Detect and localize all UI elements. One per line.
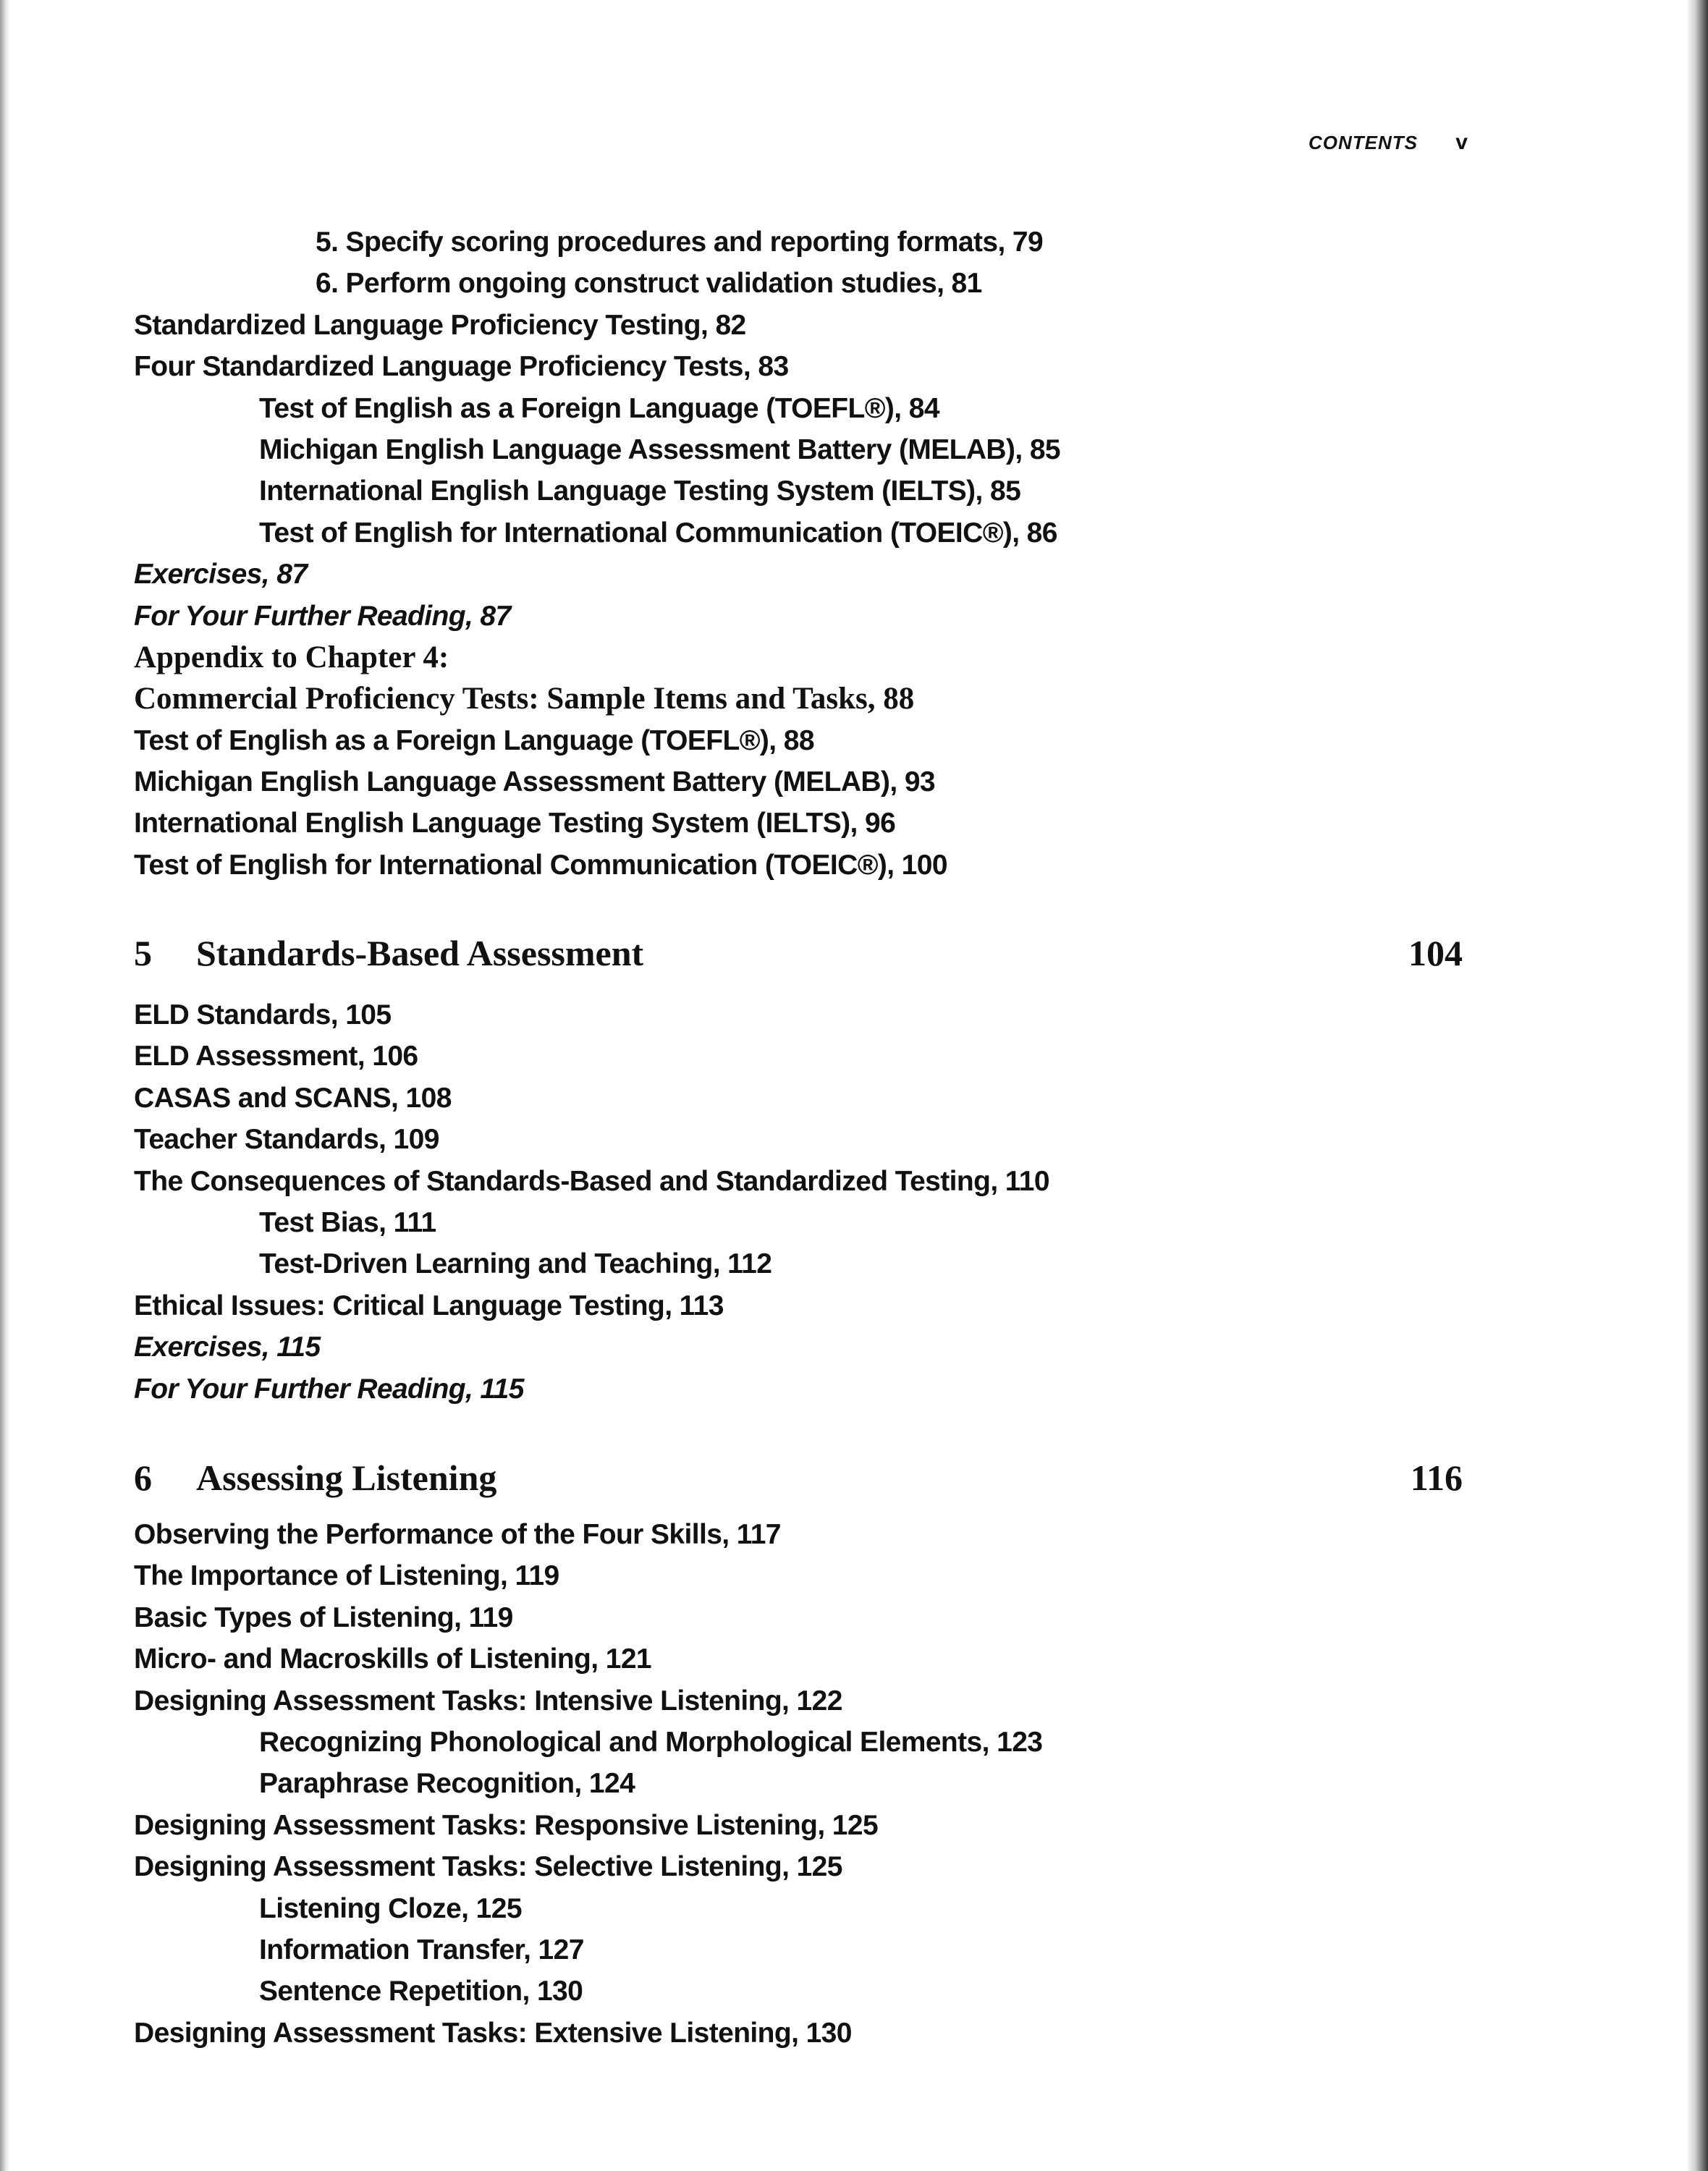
toc-entry: Michigan English Language Assessment Battery (MELAB), 85 bbox=[259, 433, 1061, 465]
running-head bbox=[1309, 130, 1468, 155]
toc-entry: Teacher Standards, 109 bbox=[134, 1124, 439, 1156]
toc-entry: Listening Cloze, 125 bbox=[259, 1892, 522, 1924]
toc-entry: Sentence Repetition, 130 bbox=[259, 1976, 583, 2007]
chapter-page: 104 bbox=[1408, 933, 1463, 973]
toc-entry: 6. Perform ongoing construct validation studies, 81 bbox=[316, 268, 982, 300]
toc-entry: Information Transfer, 127 bbox=[259, 1934, 584, 1965]
toc-entry: The Importance of Listening, 119 bbox=[134, 1560, 559, 1592]
toc-entry: CASAS and SCANS, 108 bbox=[134, 1082, 452, 1114]
toc-entry: Test of English as a Foreign Language (TOEFL®), 88 bbox=[134, 724, 814, 756]
toc-entry: Test of English as a Foreign Language (TOEFL®), 84 bbox=[259, 392, 939, 424]
toc-entry: Exercises, 115 bbox=[134, 1332, 321, 1363]
toc-entry: Observing the Performance of the Four Skills, 117 bbox=[134, 1519, 781, 1550]
toc-entry: Test of English for International Communication (TOEIC®), 100 bbox=[134, 849, 947, 881]
chapter-number: 6 bbox=[134, 1457, 152, 1498]
page-number: v bbox=[1455, 130, 1468, 154]
toc-entry: Test of English for International Communication (TOEIC®), 86 bbox=[259, 517, 1057, 549]
toc-entry: 5. Specify scoring procedures and reporting formats, 79 bbox=[316, 227, 1044, 258]
toc-entry: The Consequences of Standards-Based and Standardized Testing, 110 bbox=[134, 1165, 1049, 1197]
toc-entry: Paraphrase Recognition, 124 bbox=[259, 1768, 635, 1800]
scan-edge-left bbox=[0, 0, 10, 2171]
toc-entry: Test Bias, 111 bbox=[259, 1206, 436, 1238]
toc-entry: Test-Driven Learning and Teaching, 112 bbox=[259, 1248, 772, 1280]
toc-entry: Designing Assessment Tasks: Intensive Listening, 122 bbox=[134, 1685, 842, 1717]
chapter-page: 116 bbox=[1410, 1457, 1463, 1498]
toc-entry: ELD Standards, 105 bbox=[134, 999, 392, 1031]
toc-entry: Designing Assessment Tasks: Responsive Listening, 125 bbox=[134, 1809, 879, 1841]
toc-entry: Recognizing Phonological and Morphological Elements, 123 bbox=[259, 1726, 1043, 1758]
toc-entry: International English Language Testing System (IELTS), 96 bbox=[134, 808, 896, 839]
chapter-title: Assessing Listening bbox=[196, 1457, 497, 1498]
toc-entry: International English Language Testing System (IELTS), 85 bbox=[259, 475, 1021, 507]
toc-entry: ELD Assessment, 106 bbox=[134, 1041, 418, 1072]
toc-entry: Exercises, 87 bbox=[134, 559, 308, 591]
toc-entry: Designing Assessment Tasks: Selective Listening, 125 bbox=[134, 1851, 842, 1883]
chapter-title: Standards-Based Assessment bbox=[196, 933, 644, 973]
chapter-heading-6 bbox=[134, 1456, 1463, 1499]
toc-entry: Commercial Proficiency Tests: Sample Items and Tasks, 88 bbox=[134, 682, 915, 716]
toc-entry: Ethical Issues: Critical Language Testing, 113 bbox=[134, 1290, 724, 1321]
toc-entry: Michigan English Language Assessment Battery (MELAB), 93 bbox=[134, 766, 936, 798]
running-head-label: CONTENTS bbox=[1309, 132, 1418, 153]
toc-entry: Designing Assessment Tasks: Extensive Listening, 130 bbox=[134, 2017, 852, 2049]
toc-entry: Appendix to Chapter 4: bbox=[134, 640, 449, 674]
toc-entry: Standardized Language Proficiency Testing, 82 bbox=[134, 309, 746, 341]
scan-edge-right bbox=[1686, 0, 1708, 2171]
toc-entry: Basic Types of Listening, 119 bbox=[134, 1601, 513, 1633]
toc-entry: For Your Further Reading, 87 bbox=[134, 600, 511, 632]
toc-section-chapter4-continued bbox=[134, 221, 1473, 886]
toc-entry: Four Standardized Language Proficiency Tests, 83 bbox=[134, 351, 789, 383]
toc-section-chapter6 bbox=[134, 1514, 1473, 2054]
chapter-number: 5 bbox=[134, 933, 152, 973]
toc-section-chapter5 bbox=[134, 994, 1473, 1410]
chapter-heading-5 bbox=[134, 931, 1463, 975]
toc-entry: Micro- and Macroskills of Listening, 121 bbox=[134, 1643, 652, 1675]
toc-entry: For Your Further Reading, 115 bbox=[134, 1373, 524, 1405]
